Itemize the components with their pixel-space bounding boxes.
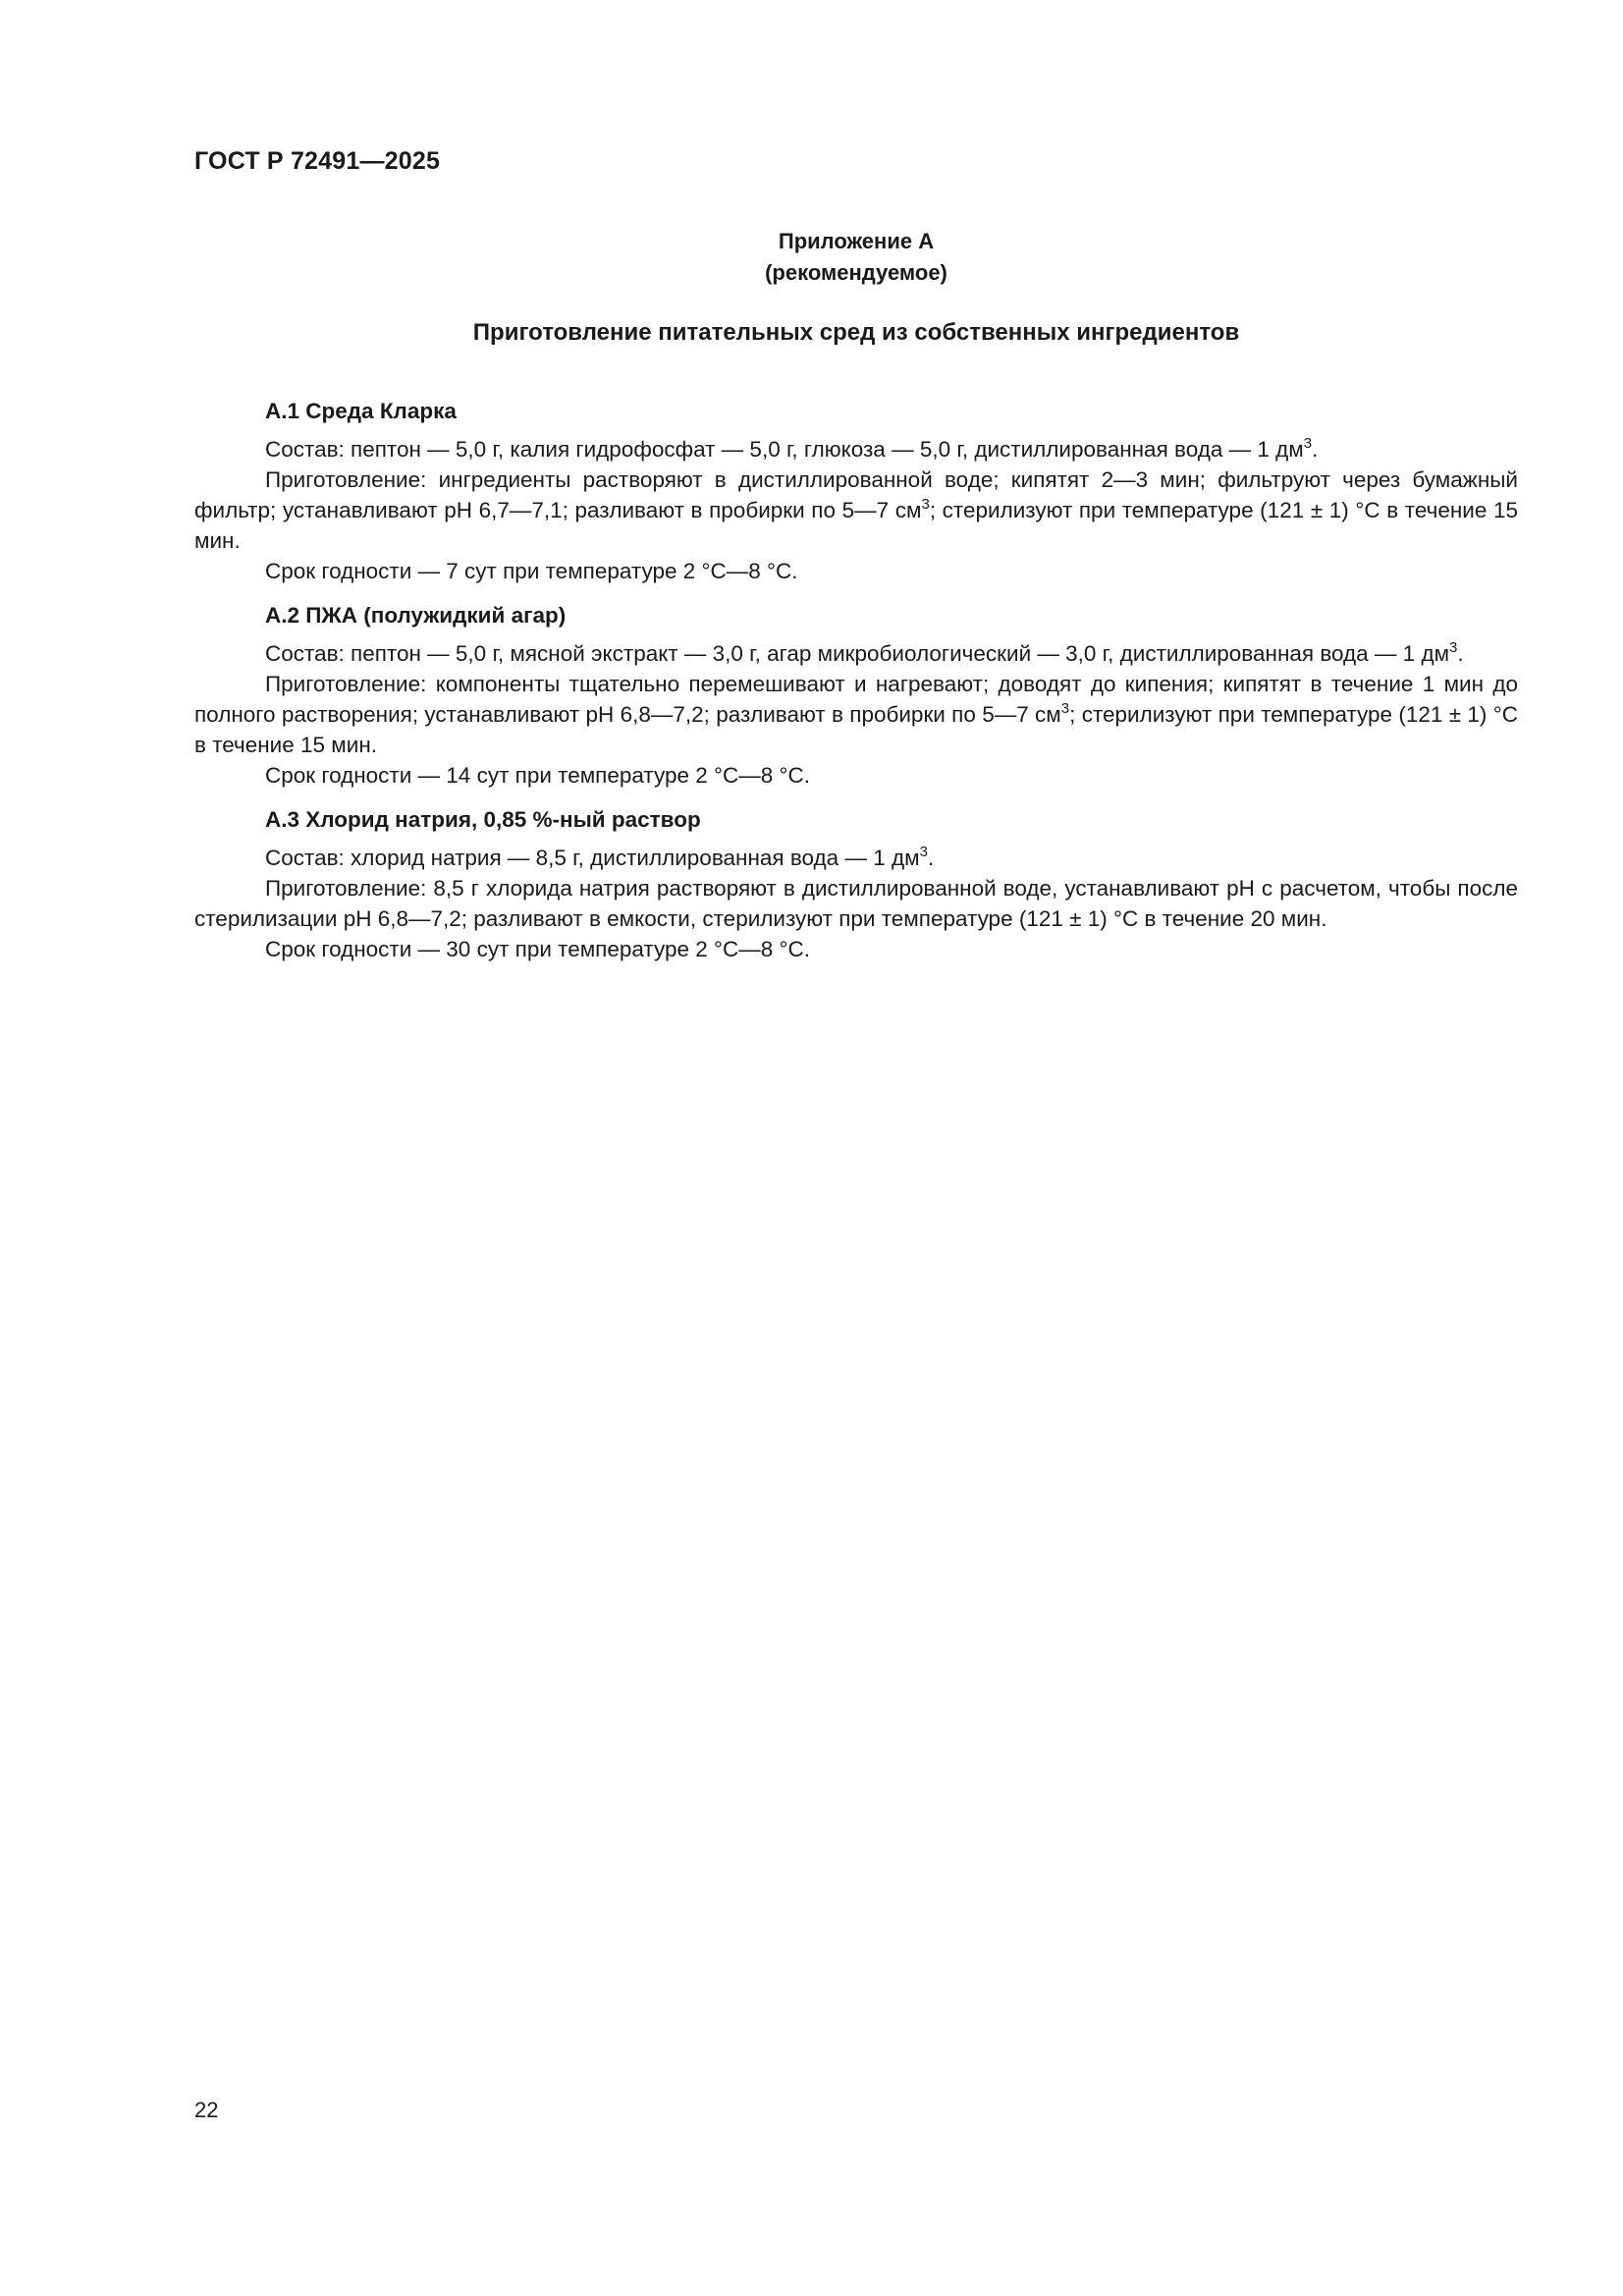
section-heading: А.1 Среда Кларка bbox=[265, 399, 457, 423]
superscript: 3 bbox=[919, 844, 928, 860]
shelf-life-paragraph: Срок годности — 14 сут при температуре 2 °С—8 °С. bbox=[265, 763, 811, 788]
superscript: 3 bbox=[1303, 435, 1313, 452]
composition-paragraph bbox=[194, 843, 1518, 873]
section-heading: А.2 ПЖА (полужидкий агар) bbox=[265, 603, 567, 628]
composition-paragraph bbox=[194, 638, 1518, 669]
section-a1 bbox=[194, 396, 1518, 586]
appendix-label: Приложение А bbox=[778, 229, 935, 253]
preparation-paragraph bbox=[194, 873, 1518, 934]
appendix-status: (рекомендуемое) bbox=[765, 260, 947, 285]
composition-text: Состав: пептон — 5,0 г, мясной экстракт — 3,0 г, агар микробиологический — 3,0 г, дистиллированная вода — 1 дм bbox=[265, 641, 1450, 666]
preparation-text: Приготовление: 8,5 г хлорида натрия растворяют в дистиллированной воде, устанавливают pH с расчетом, чтобы после стерилизации pH 6,8—7,2; разливают в емкости, стерилизуют при температуре (121 ± 1) °С в течение 20 мин. bbox=[194, 876, 1518, 931]
composition-text: Состав: хлорид натрия — 8,5 г, дистиллированная вода — 1 дм bbox=[265, 846, 920, 870]
composition-tail: . bbox=[1312, 437, 1319, 462]
appendix-heading bbox=[194, 226, 1518, 289]
composition-tail: . bbox=[927, 846, 935, 870]
preparation-paragraph bbox=[194, 669, 1518, 760]
superscript: 3 bbox=[921, 496, 930, 513]
shelf-life-paragraph: Срок годности — 7 сут при температуре 2 °С—8 °С. bbox=[265, 559, 798, 583]
page-number: 22 bbox=[194, 2098, 219, 2122]
document-body bbox=[194, 396, 1518, 978]
composition-paragraph bbox=[194, 434, 1518, 465]
preparation-tail: ; стерилизуют при температуре (121 ± 1) °С в течение 15 мин. bbox=[194, 498, 1518, 553]
preparation-tail: ; стерилизуют при температуре (121 ± 1) °С в течение 15 мин. bbox=[194, 702, 1518, 757]
page-title: Приготовление питательных сред из собственных ингредиентов bbox=[472, 319, 1240, 346]
composition-tail: . bbox=[1457, 641, 1464, 666]
composition-text: Состав: пептон — 5,0 г, калия гидрофосфат — 5,0 г, глюкоза — 5,0 г, дистиллированная вода — 1 дм bbox=[265, 437, 1304, 462]
standard-id: ГОСТ Р 72491—2025 bbox=[194, 147, 441, 175]
shelf-life-paragraph: Срок годности — 30 сут при температуре 2 °С—8 °С. bbox=[265, 937, 811, 961]
section-a3 bbox=[194, 804, 1518, 964]
section-a2 bbox=[194, 600, 1518, 791]
preparation-paragraph bbox=[194, 465, 1518, 556]
superscript: 3 bbox=[1449, 639, 1458, 656]
superscript: 3 bbox=[1060, 700, 1070, 717]
preparation-text: Приготовление: компоненты тщательно перемешивают и нагревают; доводят до кипения; кипятят в течение 1 мин до полного растворения; устанавливают pH 6,8—7,2; разливают в пробирки по 5—7 см bbox=[194, 672, 1518, 727]
section-heading: А.3 Хлорид натрия, 0,85 %-ный раствор bbox=[265, 807, 701, 832]
preparation-text: Приготовление: ингредиенты растворяют в дистиллированной воде; кипятят 2—3 мин; фильтруют через бумажный фильтр; устанавливают pH 6,7—7,1; разливают в пробирки по 5—7 см bbox=[194, 467, 1518, 522]
